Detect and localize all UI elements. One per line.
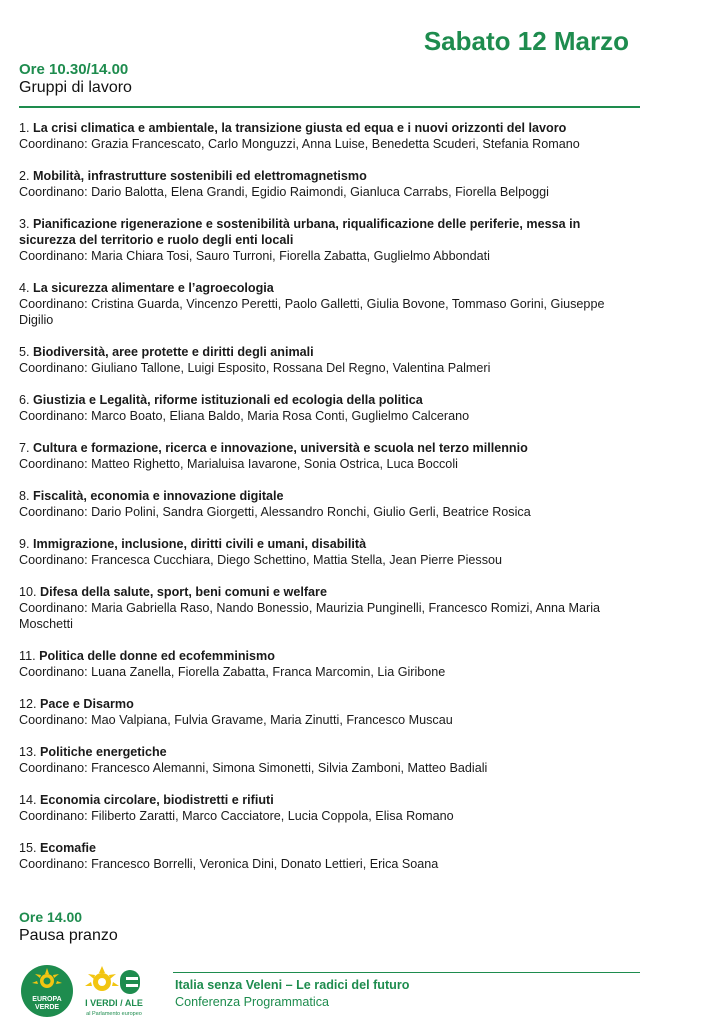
footer-title: Italia senza Veleni – Le radici del futuro xyxy=(175,978,410,992)
group-coordinators: Coordinano: Francesco Alemanni, Simona Simonetti, Silvia Zamboni, Matteo Badiali xyxy=(19,761,488,775)
working-group-item xyxy=(19,488,639,520)
group-heading xyxy=(19,216,639,248)
working-group-item xyxy=(19,536,639,568)
group-title: Pianificazione rigenerazione e sostenibilità urbana, riqualificazione delle periferie, messa in sicurezza del territorio e ruolo degli enti locali xyxy=(19,217,581,247)
working-group-item xyxy=(19,440,639,472)
verdi-ale-logo xyxy=(78,964,150,1018)
svg-text:I VERDI / ALE: I VERDI / ALE xyxy=(85,998,143,1008)
group-number: 10. xyxy=(19,585,37,599)
group-coordinators: Coordinano: Cristina Guarda, Vincenzo Peretti, Paolo Galletti, Giulia Bovone, Tommaso Gorini, Giuseppe Digilio xyxy=(19,297,605,327)
group-title: Politiche energetiche xyxy=(40,745,167,759)
group-title: La sicurezza alimentare e l’agroecologia xyxy=(33,281,274,295)
group-number: 11. xyxy=(19,649,36,663)
group-heading xyxy=(19,120,639,136)
group-coordinators: Coordinano: Marco Boato, Eliana Baldo, Maria Rosa Conti, Guglielmo Calcerano xyxy=(19,409,470,423)
group-coordinators: Coordinano: Francesca Cucchiara, Diego Schettino, Mattia Stella, Jean Pierre Piessou xyxy=(19,553,503,567)
working-group-item xyxy=(19,744,639,776)
group-number: 6. xyxy=(19,393,30,407)
group-number: 1. xyxy=(19,121,30,135)
working-group-item xyxy=(19,696,639,728)
group-heading xyxy=(19,280,639,296)
group-heading xyxy=(19,696,639,712)
footer-subtitle: Conferenza Programmatica xyxy=(175,995,329,1009)
group-title: La crisi climatica e ambientale, la transizione giusta ed equa e i nuovi orizzonti del lavoro xyxy=(33,121,567,135)
group-title: Immigrazione, inclusione, diritti civili e umani, disabilità xyxy=(33,537,367,551)
group-coordinators: Coordinano: Maria Gabriella Raso, Nando Bonessio, Maurizia Punginelli, Francesco Romizi, Anna Maria Moschetti xyxy=(19,601,600,631)
working-group-item xyxy=(19,648,639,680)
group-number: 7. xyxy=(19,441,30,455)
group-coordinators: Coordinano: Matteo Righetto, Marialuisa Iavarone, Sonia Ostrica, Luca Boccoli xyxy=(19,457,458,471)
group-number: 5. xyxy=(19,345,30,359)
svg-text:al Parlamento europeo: al Parlamento europeo xyxy=(86,1011,142,1017)
group-number: 9. xyxy=(19,537,30,551)
working-groups-list xyxy=(19,120,639,888)
footer-divider xyxy=(173,972,640,973)
group-heading xyxy=(19,392,639,408)
svg-text:EUROPA: EUROPA xyxy=(32,996,62,1003)
group-heading xyxy=(19,488,639,504)
lunch-time: Ore 14.00 xyxy=(19,909,83,925)
group-number: 8. xyxy=(19,489,30,503)
group-title: Politica delle donne ed ecofemminismo xyxy=(39,649,275,663)
group-coordinators: Coordinano: Francesco Borrelli, Veronica Dini, Donato Lettieri, Erica Soana xyxy=(19,857,439,871)
group-number: 3. xyxy=(19,217,30,231)
group-heading xyxy=(19,344,639,360)
group-title: Difesa della salute, sport, beni comuni e welfare xyxy=(40,585,327,599)
working-group-item xyxy=(19,392,639,424)
lunch-label: Pausa pranzo xyxy=(19,927,118,944)
group-heading xyxy=(19,584,639,600)
group-heading xyxy=(19,536,639,552)
group-coordinators: Coordinano: Grazia Francescato, Carlo Monguzzi, Anna Luise, Benedetta Scuderi, Stefania Romano xyxy=(19,137,580,151)
group-heading xyxy=(19,440,639,456)
group-title: Economia circolare, biodistretti e rifiuti xyxy=(40,793,274,807)
group-heading xyxy=(19,168,639,184)
working-group-item xyxy=(19,280,639,328)
group-coordinators: Coordinano: Maria Chiara Tosi, Sauro Turroni, Fiorella Zabatta, Guglielmo Abbondati xyxy=(19,249,490,263)
group-number: 15. xyxy=(19,841,37,855)
group-heading xyxy=(19,840,639,856)
europa-verde-logo xyxy=(20,964,74,1018)
header-divider xyxy=(19,106,640,108)
group-number: 2. xyxy=(19,169,30,183)
group-number: 12. xyxy=(19,697,37,711)
working-group-item xyxy=(19,120,639,152)
group-coordinators: Coordinano: Giuliano Tallone, Luigi Esposito, Rossana Del Regno, Valentina Palmeri xyxy=(19,361,491,375)
group-title: Cultura e formazione, ricerca e innovazione, università e scuola nel terzo millennio xyxy=(33,441,528,455)
group-coordinators: Coordinano: Luana Zanella, Fiorella Zabatta, Franca Marcomin, Lia Giribone xyxy=(19,665,446,679)
working-group-item xyxy=(19,216,639,264)
group-number: 14. xyxy=(19,793,37,807)
group-coordinators: Coordinano: Dario Balotta, Elena Grandi, Egidio Raimondi, Gianluca Carrabs, Fiorella Belpoggi xyxy=(19,185,549,199)
working-group-item xyxy=(19,840,639,872)
group-coordinators: Coordinano: Mao Valpiana, Fulvia Gravame, Maria Zinutti, Francesco Muscau xyxy=(19,713,453,727)
group-title: Mobilità, infrastrutture sostenibili ed elettromagnetismo xyxy=(33,169,367,183)
group-heading xyxy=(19,792,639,808)
group-heading xyxy=(19,744,639,760)
group-title: Ecomafie xyxy=(40,841,97,855)
group-title: Pace e Disarmo xyxy=(40,697,134,711)
group-title: Giustizia e Legalità, riforme istituzionali ed ecologia della politica xyxy=(33,393,423,407)
group-heading xyxy=(19,648,639,664)
working-group-item xyxy=(19,584,639,632)
group-number: 4. xyxy=(19,281,30,295)
working-group-item xyxy=(19,792,639,824)
working-group-item xyxy=(19,344,639,376)
session-time: Ore 10.30/14.00 xyxy=(19,61,129,78)
group-title: Biodiversità, aree protette e diritti degli animali xyxy=(33,345,314,359)
group-coordinators: Coordinano: Dario Polini, Sandra Giorgetti, Alessandro Ronchi, Giulio Gerli, Beatrice Rosica xyxy=(19,505,531,519)
svg-text:VERDE: VERDE xyxy=(34,1004,60,1011)
session-subtitle: Gruppi di lavoro xyxy=(19,79,132,96)
working-group-item xyxy=(19,168,639,200)
day-heading: Sabato 12 Marzo xyxy=(423,26,629,56)
group-coordinators: Coordinano: Filiberto Zaratti, Marco Cacciatore, Lucia Coppola, Elisa Romano xyxy=(19,809,454,823)
group-number: 13. xyxy=(19,745,37,759)
group-title: Fiscalità, economia e innovazione digitale xyxy=(33,489,284,503)
